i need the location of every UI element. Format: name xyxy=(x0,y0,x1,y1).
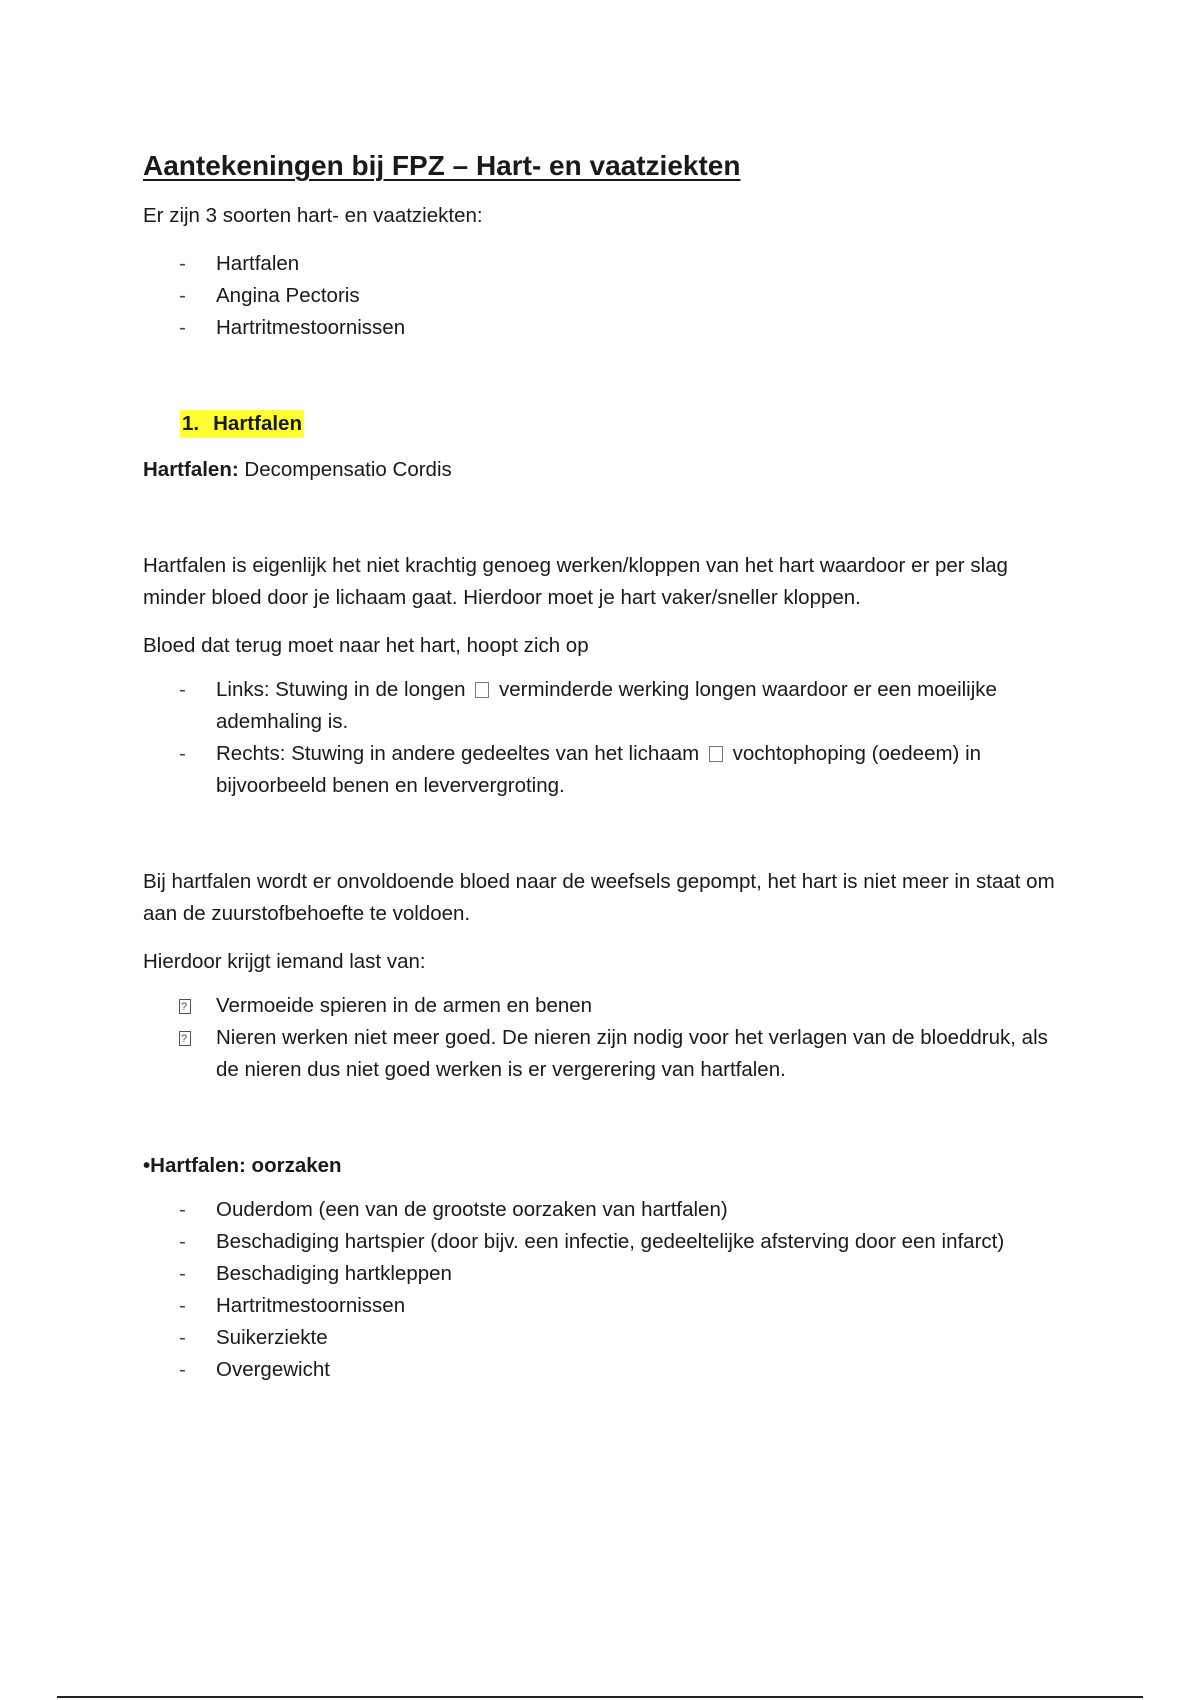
dash-bullet: - xyxy=(179,1326,186,1349)
dash-bullet: - xyxy=(179,316,186,339)
list-item: - Beschadiging hartkleppen xyxy=(143,1258,1073,1290)
checkbox-bullet-icon xyxy=(179,1031,191,1046)
congestion-list xyxy=(143,674,1073,802)
paragraph-symptoms-intro: Hierdoor krijgt iemand last van: xyxy=(143,950,426,973)
list-item: - Rechts: Stuwing in andere gedeeltes van het lichaam vochtophoping (oedeem) in bijvoorbeeld benen en leververgroting. xyxy=(143,738,1073,802)
intro-text: Er zijn 3 soorten hart- en vaatziekten: xyxy=(143,204,483,227)
spacer xyxy=(143,486,1073,550)
section-heading-hartfalen xyxy=(180,408,1073,440)
dash-bullet: - xyxy=(179,678,186,701)
list-item: - Suikerziekte xyxy=(143,1322,1073,1354)
document-content xyxy=(143,146,1073,1386)
checkbox-bullet-icon xyxy=(179,999,191,1014)
definition-label: Hartfalen: xyxy=(143,458,239,481)
dash-bullet: - xyxy=(179,742,186,765)
arrow-placeholder-icon xyxy=(475,682,489,698)
list-item: - Beschadiging hartspier (door bijv. een infectie, gedeeltelijke afsterving door een infarct) xyxy=(143,1226,1073,1258)
list-item: - Angina Pectoris xyxy=(143,280,1073,312)
definition-line xyxy=(143,454,1073,486)
disease-types-list xyxy=(143,248,1073,344)
dash-bullet: - xyxy=(179,1230,186,1253)
arrow-placeholder-icon xyxy=(709,746,723,762)
causes-heading: •Hartfalen: oorzaken xyxy=(143,1154,342,1177)
dash-bullet: - xyxy=(179,1294,186,1317)
definition-text: Decompensatio Cordis xyxy=(238,458,452,481)
page-title: Aantekeningen bij FPZ – Hart- en vaatziekten xyxy=(143,150,741,181)
dash-bullet: - xyxy=(179,252,186,275)
dash-bullet: - xyxy=(179,1358,186,1381)
list-item: - Hartritmestoornissen xyxy=(143,312,1073,344)
paragraph-insufficient-blood: Bij hartfalen wordt er onvoldoende bloed naar de weefsels gepompt, het hart is niet meer in staat om aan de zuurstofbehoefte te voldoen. xyxy=(143,870,1055,925)
highlighted-heading: 1. Hartfalen xyxy=(180,410,304,438)
footer-divider xyxy=(57,1696,1143,1698)
paragraph-backflow: Bloed dat terug moet naar het hart, hoopt zich op xyxy=(143,634,589,657)
spacer xyxy=(143,802,1073,866)
list-item: - Hartfalen xyxy=(143,248,1073,280)
paragraph-explanation: Hartfalen is eigenlijk het niet krachtig genoeg werken/kloppen van het hart waardoor er per slag minder bloed door je lichaam gaat. Hierdoor moet je hart vaker/sneller kloppen. xyxy=(143,554,1008,609)
list-item: - Hartritmestoornissen xyxy=(143,1290,1073,1322)
list-item: ? Nieren werken niet meer goed. De nieren zijn nodig voor het verlagen van de bloeddruk, als de nieren dus niet goed werken is er vergerering van hartfalen. xyxy=(143,1022,1073,1086)
list-item: ? Vermoeide spieren in de armen en benen xyxy=(143,990,1073,1022)
dash-bullet: - xyxy=(179,284,186,307)
list-item: - Overgewicht xyxy=(143,1354,1073,1386)
dash-bullet: - xyxy=(179,1198,186,1221)
symptoms-list xyxy=(143,990,1073,1086)
list-item: - Links: Stuwing in de longen verminderde werking longen waardoor er een moeilijke ademhaling is. xyxy=(143,674,1073,738)
dash-bullet: - xyxy=(179,1262,186,1285)
causes-list xyxy=(143,1194,1073,1386)
list-item: - Ouderdom (een van de grootste oorzaken van hartfalen) xyxy=(143,1194,1073,1226)
